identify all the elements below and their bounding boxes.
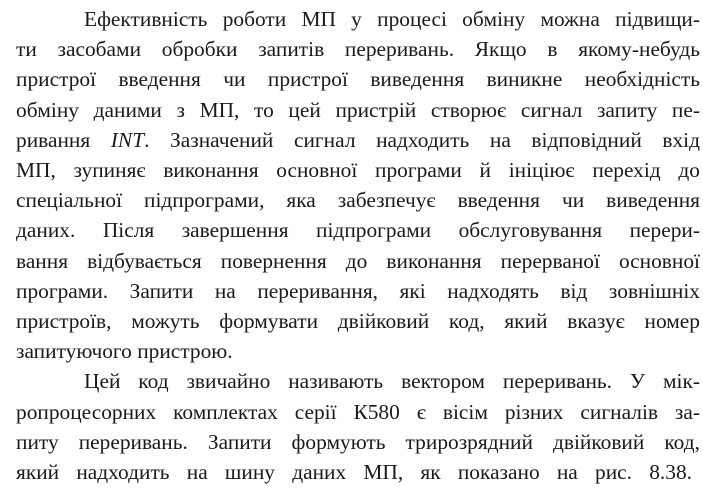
paragraph-2-line-2: ропроцесорних комплектах серії К580 є вісім різних сигналів за- [16,399,700,424]
paragraph-1-line-2: ти засобами обробки запитів переривань. Якщо в якому-небудь [16,37,700,62]
paragraph-1-line-7: спеціальної підпрограми, яка забезпечує введення чи виведення [16,188,700,213]
int-signal-name: INT [110,127,145,152]
paragraph-2-line-3: питу переривань. Запити формують трирозрядний двійковий код, [16,429,700,454]
paragraph-1-line-4: обміну даними з МП, то цей пристрій створює сигнал запиту пе- [16,97,700,122]
paragraph-1-line-3: пристрої введення чи пристрої виведення виникне необхідність [16,67,700,92]
paragraph-1-line-12: запитуючого пристрою. [16,339,233,364]
paragraph-1-line-9: вання відбувається повернення до виконання перерваної основної [16,248,700,273]
paragraph-2-line-1: Цей код звичайно називають вектором переривань. У мік- [84,369,700,394]
line-5-text-before: ривання [16,127,111,152]
line-5-text-after: . Зазначений сигнал надходить на відповідний вхід [144,127,700,152]
paragraph-1-line-10: програми. Запити на переривання, які надходять від зовнішніх [16,278,700,303]
paragraph-1-line-5 [16,125,700,155]
paragraph-2-line-4: який надходить на шину даних МП, як показано на рис. 8.38. [16,460,692,484]
paragraph-1-line-6: МП, зупиняє виконання основної програми й ініціює перехід до [16,158,700,182]
paragraph-1-line-1: Ефективність роботи МП у процесі обміну можна підвищи- [84,7,700,31]
paragraph-1-line-11: пристроїв, можуть формувати двійковий код, який вказує номер [16,309,700,333]
paragraph-1-line-8: даних. Після завершення підпрограми обслуговування перери- [16,218,700,243]
